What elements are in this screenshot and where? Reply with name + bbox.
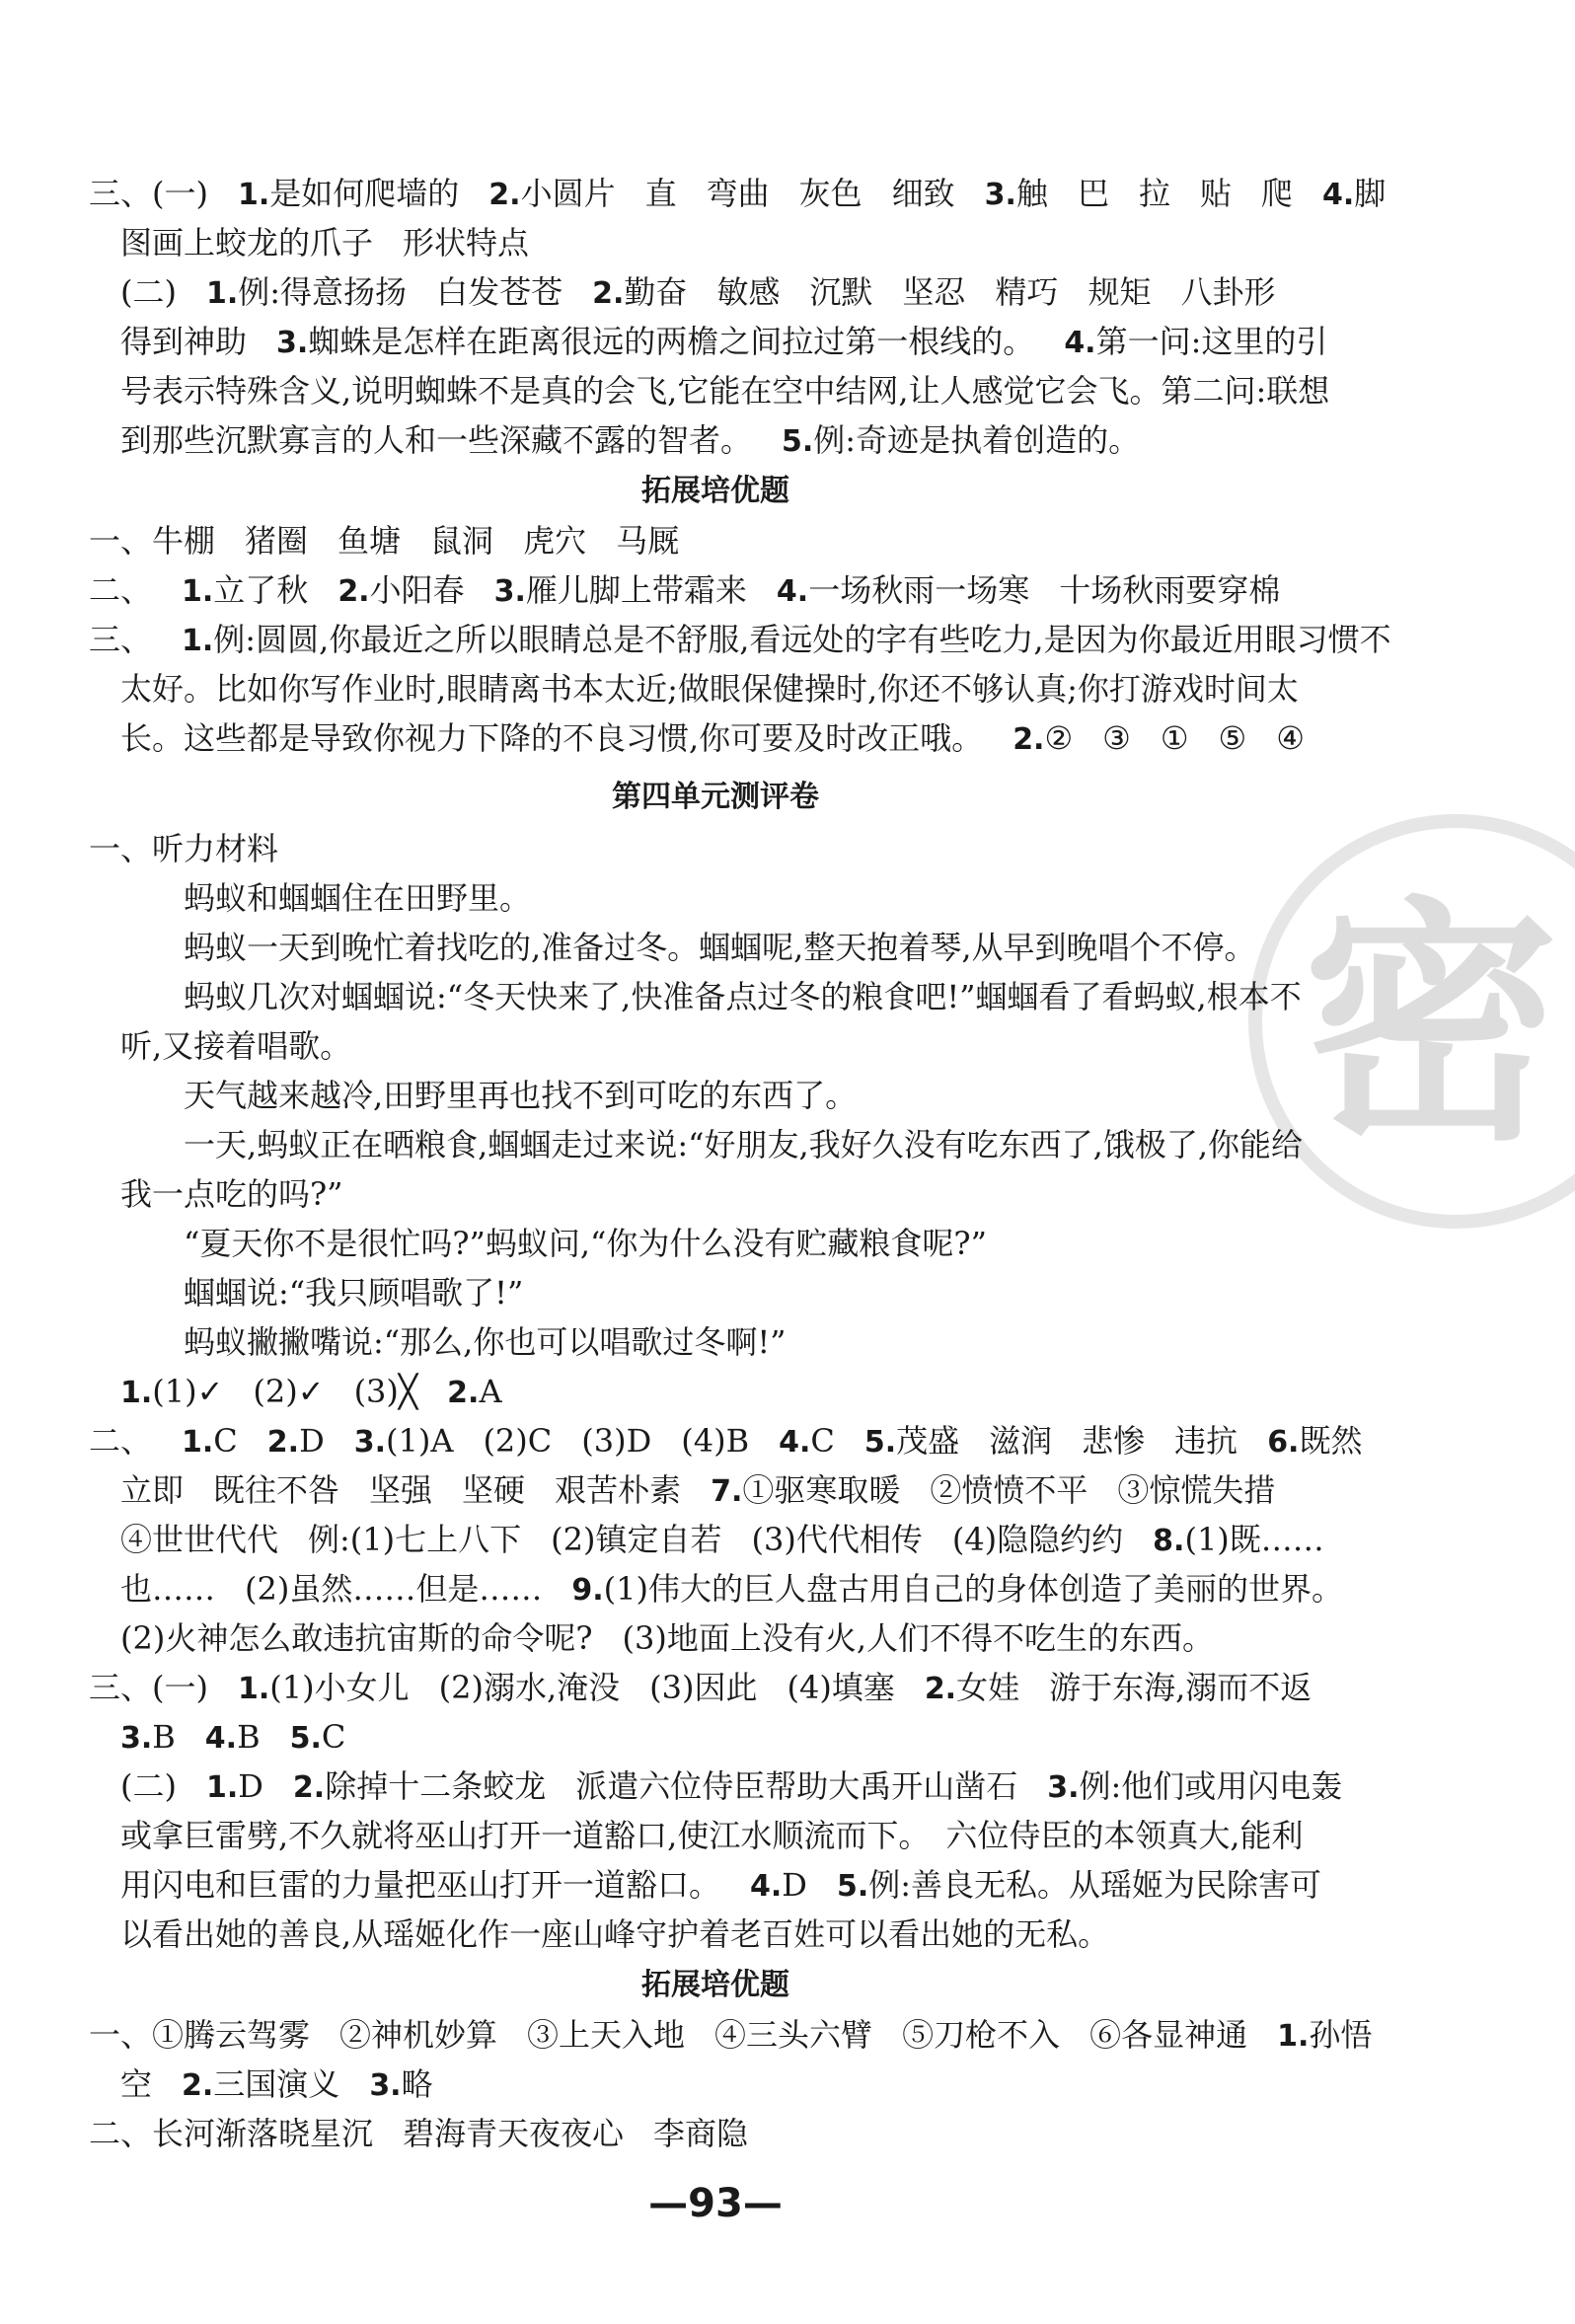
ext1-item1: 一、牛棚 猪圈 鱼塘 鼠洞 虎穴 马厩: [89, 522, 680, 560]
listening-para: 天气越来越冷,田野里再也找不到可吃的东西了。: [184, 1077, 858, 1114]
s2-line1: 二、 1.C 2.D 3.(1)A (2)C (3)D (4)B 4.C 5.茂盛 滋润 悲惨 违抗 6.既然: [89, 1422, 1363, 1460]
listening-answers: 1.(1)✓ (2)✓ (3)╳ 2.A: [120, 1373, 502, 1410]
listening-label: 一、听力材料: [89, 830, 279, 867]
listening-para: 我一点吃的吗?”: [120, 1175, 343, 1213]
s3p2-line3: 号表示特殊含义,说明蜘蛛不是真的会飞,它能在空中结网,让人感觉它会飞。第二问:联想: [120, 372, 1330, 410]
s3p1-line2: 图画上蛟龙的爪子 形状特点: [120, 224, 530, 262]
ext1-item3-line3: 长。这些都是导致你视力下降的不良习惯,你可要及时改正哦。 2.② ③ ① ⑤ ④: [120, 719, 1305, 757]
ext1-item3-line2: 太好。比如你写作业时,眼睛离书本太近;做眼保健操时,你还不够认真;你打游戏时间太: [120, 670, 1299, 708]
s3p1-line1: 三、(一) 1.是如何爬墙的 2.小圆片 直 弯曲 灰色 细致 3.触 巴 拉 贴 爬 4.脚: [89, 175, 1387, 212]
heading-extension-1: 拓展培优题: [641, 474, 789, 508]
listening-para: 蚂蚁撇撇嘴说:“那么,你也可以唱歌过冬啊!”: [184, 1323, 787, 1361]
listening-para: 听,又接着唱歌。: [120, 1027, 352, 1065]
listening-para: 蝈蝈说:“我只顾唱歌了!”: [184, 1274, 524, 1312]
s3b-line4: 或拿巨雷劈,不久就将巫山打开一道豁口,使江水顺流而下。 六位侍臣的本领真大,能利: [120, 1817, 1304, 1854]
listening-para: 蚂蚁和蝈蝈住在田野里。: [184, 879, 532, 917]
listening-para: 蚂蚁几次对蝈蝈说:“冬天快来了,快准备点过冬的粮食吧!”蝈蝈看了看蚂蚁,根本不: [184, 978, 1302, 1015]
s3b-line2: 3.B 4.B 5.C: [120, 1718, 346, 1756]
s3p2-line2: 得到神助 3.蜘蛛是怎样在距离很远的两檐之间拉过第一根线的。 4.第一问:这里的引: [120, 323, 1328, 360]
heading-extension-2: 拓展培优题: [641, 1968, 789, 2002]
listening-para: 一天,蚂蚁正在晒粮食,蝈蝈走过来说:“好朋友,我好久没有吃东西了,饿极了,你能给: [184, 1126, 1304, 1163]
s3b-line1: 三、(一) 1.(1)小女儿 (2)溺水,淹没 (3)因此 (4)填塞 2.女娃 游于东海,溺而不返: [89, 1669, 1312, 1706]
listening-para: 蚂蚁一天到晚忙着找吃的,准备过冬。蝈蝈呢,整天抱着琴,从早到晚唱个不停。: [184, 929, 1256, 966]
s2-line2: 立即 既往不咎 坚强 坚硬 艰苦朴素 7.①驱寒取暖 ②愤愤不平 ③惊慌失措: [120, 1471, 1276, 1509]
watermark-seal-glyph: 密: [1303, 877, 1559, 1175]
page-number: —93—: [648, 2181, 783, 2226]
s3b-line6: 以看出她的善良,从瑶姬化作一座山峰守护着老百姓可以看出她的无私。: [120, 1915, 1110, 1953]
s3p2-line1: (二) 1.例:得意扬扬 白发苍苍 2.勤奋 敏感 沉默 坚忍 精巧 规矩 八卦形: [120, 273, 1276, 311]
heading-unit4: 第四单元测评卷: [612, 780, 819, 814]
s2-line3: ④世世代代 例:(1)七上八下 (2)镇定自若 (3)代代相传 (4)隐隐约约 8.(1)既……: [120, 1521, 1324, 1558]
s3b-line3: (二) 1.D 2.除掉十二条蛟龙 派遣六位侍臣帮助大禹开山凿石 3.例:他们或用闪电轰: [120, 1767, 1343, 1805]
ext1-item3-line1: 三、 1.例:圆圆,你最近之所以眼睛总是不舒服,看远处的字有些吃力,是因为你最近用眼习惯不: [89, 621, 1391, 658]
s2-line5: (2)火神怎么敢违抗宙斯的命令呢? (3)地面上没有火,人们不得不吃生的东西。: [120, 1619, 1215, 1657]
ext2-line1: 一、①腾云驾雾 ②神机妙算 ③上天入地 ④三头六臂 ⑤刀枪不入 ⑥各显神通 1.孙悟: [89, 2016, 1373, 2054]
s3p2-line4: 到那些沉默寡言的人和一些深藏不露的智者。 5.例:奇迹是执着创造的。: [120, 421, 1141, 459]
s2-line4: 也…… (2)虽然……但是…… 9.(1)伟大的巨人盘古用自己的身体创造了美丽的世界。: [120, 1570, 1343, 1608]
ext1-item2: 二、 1.立了秋 2.小阳春 3.雁儿脚上带霜来 4.一场秋雨一场寒 十场秋雨要穿棉: [89, 571, 1281, 609]
s3b-line5: 用闪电和巨雷的力量把巫山打开一道豁口。 4.D 5.例:善良无私。从瑶姬为民除害可: [120, 1866, 1322, 1904]
ext2-line2: 空 2.三国演义 3.略: [120, 2065, 433, 2103]
listening-para: “夏天你不是很忙吗?”蚂蚁问,“你为什么没有贮藏粮食呢?”: [184, 1225, 987, 1262]
ext2-line3: 二、长河渐落晓星沉 碧海青天夜夜心 李商隐: [89, 2115, 749, 2152]
